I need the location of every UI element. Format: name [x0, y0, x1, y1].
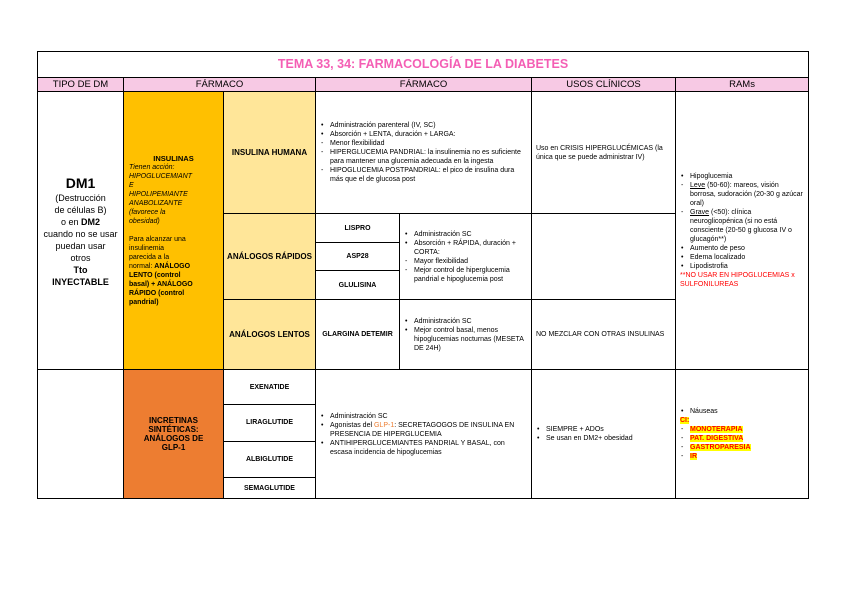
lentos-description: [400, 299, 532, 369]
incretinas-name: INCRETINAS SINTÉTICAS: ANÁLOGOS DE GLP-1: [124, 370, 224, 499]
list-item: • ANTIHIPERGLUCEMIANTES PANDRIAL Y BASAL, con escasa incidencia de hipoglucemias: [330, 439, 527, 457]
list-item: • Administración SC: [414, 230, 527, 239]
dm-type-cell: [38, 91, 124, 370]
list-item: • Administración SC: [414, 317, 527, 326]
insulinas-text: insulinemia: [129, 245, 165, 253]
humana-usos: Uso en CRISIS HIPERGLUCÉMICAS (la única que se puede administrar IV): [532, 91, 676, 213]
header-tipo: TIPO DE DM: [38, 77, 124, 91]
incretinas-empty-type: [38, 370, 124, 499]
insulinas-text: pandrial): [129, 299, 159, 307]
insulinas-text: E: [129, 182, 134, 190]
rams-insulinas: [676, 91, 809, 370]
page-title: TEMA 33, 34: FARMACOLOGÍA DE LA DIABETES: [38, 52, 809, 78]
header-rams: RAMs: [676, 77, 809, 91]
list-item: • Lipodistrofia: [690, 262, 804, 271]
dm1-title: DM1: [65, 174, 96, 191]
dm1-line: puedan usar: [55, 240, 106, 251]
dm1-line: (Destrucción: [55, 192, 106, 203]
drug-glulisina: GLULISINA: [316, 271, 400, 300]
analogos-rapidos-name: ANÁLOGOS RÁPIDOS: [224, 214, 316, 300]
insulinas-text: RÁPIDO (control: [129, 290, 185, 298]
incretinas-description: [316, 370, 532, 499]
dm1-line: o en DM2: [60, 216, 101, 227]
insulina-humana-name: INSULINA HUMANA: [224, 91, 316, 213]
incretinas-usos: [532, 370, 676, 499]
insulinas-text: HIPOLIPEMIANTE: [129, 191, 188, 199]
drug-lispro: LISPRO: [316, 214, 400, 243]
list-item: • Se usan en DM2+ obesidad: [546, 434, 671, 443]
header-usos: USOS CLÍNICOS: [532, 77, 676, 91]
list-item: - HIPERGLUCEMIA PANDRIAL: la insulinemia no es suficiente para mantener una glucemia adecuada en la ingesta: [330, 148, 527, 166]
humana-description: [316, 91, 532, 213]
dm1-line: de células B): [54, 204, 107, 215]
dm1-line: cuando no se usar: [43, 228, 118, 239]
insulinas-text: LENTO (control: [129, 272, 181, 280]
list-item: • Administración parenteral (IV, SC): [330, 121, 527, 130]
list-item: • SIEMPRE + ADOs: [546, 425, 671, 434]
list-item: - IR: [690, 452, 804, 461]
drug-exenatide: EXENATIDE: [224, 370, 316, 405]
rapidos-description: [400, 214, 532, 300]
rapidos-usos: [532, 214, 676, 300]
list-item: - GASTROPARESIA: [690, 443, 804, 452]
list-item: - Mayor flexibilidad: [414, 257, 527, 266]
drug-liraglutide: LIRAGLUTIDE: [224, 405, 316, 442]
rams-warning: **NO USAR EN HIPOGLUCEMIAS x SULFONILUREAS: [680, 272, 795, 289]
insulinas-text: (favorece la: [129, 209, 166, 217]
list-item: • Edema localizado: [690, 253, 804, 262]
list-item: • Absorción + RÁPIDA, duración + CORTA:: [414, 239, 527, 257]
analogos-lentos-name: ANÁLOGOS LENTOS: [224, 299, 316, 369]
drug-glargina-detemir: GLARGINA DETEMIR: [316, 299, 400, 369]
lentos-usos: NO MEZCLAR CON OTRAS INSULINAS: [532, 299, 676, 369]
list-item: - HIPOGLUCEMIA POSTPANDRIAL: el pico de insulina dura más que el de glucosa post: [330, 166, 527, 184]
dm1-line: otros: [70, 252, 91, 263]
rams-incretinas: [676, 370, 809, 499]
list-item: • Mejor control basal, menos hipoglucemias nocturnas (MESETA DE 24H): [414, 326, 527, 353]
dm1-line: INYECTABLE: [52, 276, 109, 287]
list-item: - Menor flexibilidad: [330, 139, 527, 148]
pharmacology-table: [37, 51, 809, 499]
list-item: - PAT. DIGESTIVA: [690, 434, 804, 443]
header-farmaco-1: FÁRMACO: [124, 77, 316, 91]
drug-asp28: ASP28: [316, 242, 400, 271]
insulinas-text: Para alcanzar una: [129, 236, 186, 244]
list-item: • Absorción + LENTA, duración + LARGA:: [330, 130, 527, 139]
drug-semaglutide: SEMAGLUTIDE: [224, 478, 316, 499]
list-item: - MONOTERAPIA: [690, 425, 804, 434]
insulinas-text: Tienen acción:: [129, 164, 175, 172]
insulinas-cell: [124, 91, 224, 370]
insulinas-text: basal) + ANÁLOGO: [129, 281, 193, 289]
ci-label: CI:: [680, 417, 690, 425]
list-item: • Aumento de peso: [690, 244, 804, 253]
list-item: - Grave (<50): clínica neuroglicopénica (si no está consciente (20-50 g glucosa IV o glucagón**): [690, 208, 804, 244]
insulinas-text: HIPOGLUCEMIANT: [129, 173, 193, 181]
dm1-line: Tto: [73, 264, 88, 275]
list-item: • Administración SC: [330, 412, 527, 421]
insulinas-text: ANABOLIZANTE: [129, 200, 183, 208]
insulinas-text: parecida a la: [129, 254, 170, 262]
list-item: • Hipoglucemia: [690, 172, 804, 181]
drug-albiglutide: ALBIGLUTIDE: [224, 441, 316, 478]
list-item: - Leve (50-60): mareos, visión borrosa, sudoración (20-30 g azúcar oral): [690, 181, 804, 208]
insulinas-text: normal: ANÁLOGO: [129, 263, 191, 271]
insulinas-text: obesidad): [129, 218, 160, 226]
header-farmaco-2: FÁRMACO: [316, 77, 532, 91]
list-item: • Agonistas del GLP-1: SECRETAGOGOS DE INSULINA EN PRESENCIA DE HIPERGLUCEMIA: [330, 421, 527, 439]
list-item: - Mejor control de hiperglucemia pandrial e hipoglucemia post: [414, 266, 527, 284]
insulinas-title: INSULINAS: [153, 154, 194, 164]
list-item: • Náuseas: [690, 407, 804, 416]
